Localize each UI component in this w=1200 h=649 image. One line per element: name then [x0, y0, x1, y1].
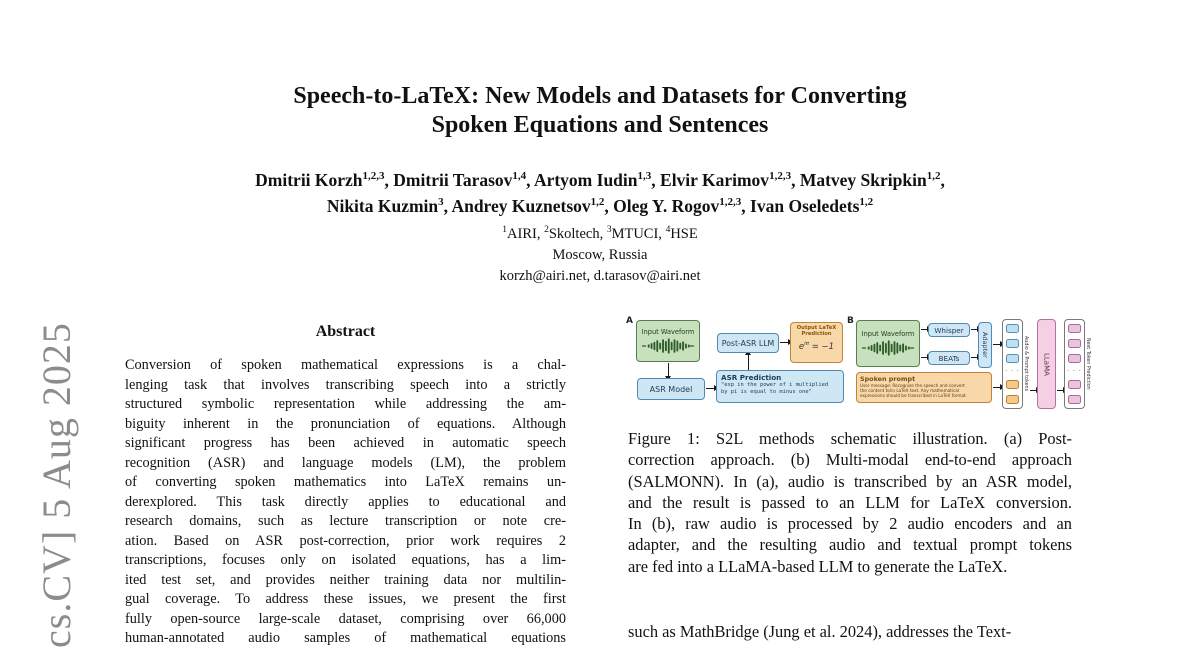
paper-title-line1: Speech-to-LaTeX: New Models and Datasets for Converting — [293, 83, 907, 109]
waveform-icon — [861, 339, 915, 357]
input-waveform-box-a — [636, 320, 700, 362]
input-waveform-label: Input Waveform — [641, 327, 695, 336]
waveform-icon — [641, 337, 695, 355]
affiliations: $^1$AIRI, $^2$Skoltech, $^3$MTUCI, $^4$HSE — [502, 225, 698, 242]
emails: korzh@airi.net, d.tarasov@airi.net — [499, 267, 701, 284]
whisper-encoder-box: Whisper — [928, 323, 970, 337]
asr-model-box: ASR Model — [637, 378, 705, 400]
next-token-prediction-label: Next Token Prediction — [1085, 338, 1090, 390]
arrow-prediction-to-llm — [748, 355, 749, 370]
arrow-llama-to-output-tokens — [1057, 390, 1063, 391]
input-waveform-box-b — [856, 320, 920, 367]
paper-title-line2: Spoken Equations and Sentences — [431, 112, 769, 138]
asr-prediction-box — [716, 370, 844, 403]
panel-a-label: A — [626, 316, 633, 326]
output-latex-title: Output LaTeX Prediction — [796, 325, 837, 337]
arrow-waveform-to-asr — [668, 363, 669, 376]
authors-line-2: Nikita Kuzmin$^3$, Andrey Kuznetsov$^{1,2}$, Oleg Y. Rogov$^{1,2,3}$, Ivan Oseledets$^{1,2}$ — [326, 195, 874, 216]
panel-b-label: B — [847, 316, 854, 326]
arrow-tokens-to-llama — [1030, 390, 1036, 391]
output-latex-box — [790, 322, 843, 363]
arrow-waveform-to-beats — [921, 357, 927, 358]
affiliation-block — [0, 220, 1200, 287]
figure-1-caption: Figure 1: S2L methods schematic illustration. (a) Post- correction approach. (b) Multi-modal end-to-end approach (SALMONN). In (a), audio is transcribed by an ASR model, and the result is passed to an LLM for LaTeX conversion. In (b), raw audio is processed by 2 audio encoders and an adapter, and the resulting audio and textual prompt tokens are fed into a LLaMA-based LLM to generate the LaTeX. — [628, 429, 1072, 576]
asr-prediction-title: ASR Prediction — [721, 373, 782, 382]
arrow-llm-to-output — [780, 342, 788, 343]
abstract-heading: Abstract — [315, 323, 376, 340]
input-waveform-label: Input Waveform — [861, 330, 915, 338]
beats-encoder-box: BEATs — [928, 351, 970, 365]
spoken-prompt-title: Spoken prompt — [860, 375, 916, 383]
llama-box: LLaMA — [1037, 319, 1056, 409]
adapter-box: Adapter — [978, 322, 992, 368]
asr-prediction-quote-line2: by pi is equal to minus one" — [721, 388, 812, 395]
next-token-stack: · · · — [1064, 319, 1085, 409]
spoken-prompt-box — [856, 372, 992, 403]
output-latex-math: $e^{i\pi} = -1$ — [798, 341, 835, 352]
arrow-asr-to-prediction — [706, 388, 714, 389]
arrow-waveform-to-whisper — [921, 329, 927, 330]
arrow-prompt-to-tokens — [993, 387, 1000, 388]
post-asr-llm-box: Post-ASR LLM — [717, 333, 779, 353]
audio-prompt-token-stack: · · · — [1002, 319, 1023, 409]
audio-prompt-tokens-label: Audio & Prompt tokens — [1023, 336, 1028, 392]
figure-1-diagram — [628, 316, 1100, 416]
paper-title — [0, 82, 1200, 140]
location: Moscow, Russia — [552, 246, 648, 263]
arrow-adapter-to-tokens — [993, 344, 1000, 345]
authors-line-1: Dmitrii Korzh$^{1,2,3}$, Dmitrii Tarasov$^{1,4}$, Artyom Iudin$^{1,3}$, Elvir Karimov$^{1,2,3}$, Matvey Skripkin$^{1,2}$, — [255, 169, 945, 190]
spoken-prompt-text: User message: Recognize the speech and convert the content to/in LaTeX text. Any mathematical expressions should be transcribed in LaTeX format. — [860, 383, 968, 398]
arrow-beats-to-adapter — [971, 357, 977, 358]
arrow-whisper-to-adapter — [971, 329, 977, 330]
abstract-text: Conversion of spoken mathematical expressions is a chal- lenging task that involves transcribing speech into a strictly structured symbolic representation while addressing the am- biguity inherent in the pronunciation of equations. Although significant progress has been achieved in automatic speech recognition (ASR) and language models (LM), the problem of converting spoken mathematics into LaTeX remains un- derexplored. This task directly applies to educational and research domains, such as lecture transcription or note cre- ation. Based on ASR post-correction, prior work requires 2 transcriptions, focuses only on isolated equations, has a lim- ited test set, and provides neither training data nor multilin- gual coverage. To address these issues, we present the first fully open-source large-scale dataset, comprising over 66,000 human-annotated audio samples of mathematical equations — [125, 357, 566, 646]
body-text: such as MathBridge (Jung et al. 2024), addresses the Text- — [628, 622, 1012, 641]
asr-prediction-quote-line1: "exp in the power of i multiplied — [721, 382, 829, 388]
arxiv-watermark: cs.CV] 5 Aug 2025 — [34, 322, 79, 648]
